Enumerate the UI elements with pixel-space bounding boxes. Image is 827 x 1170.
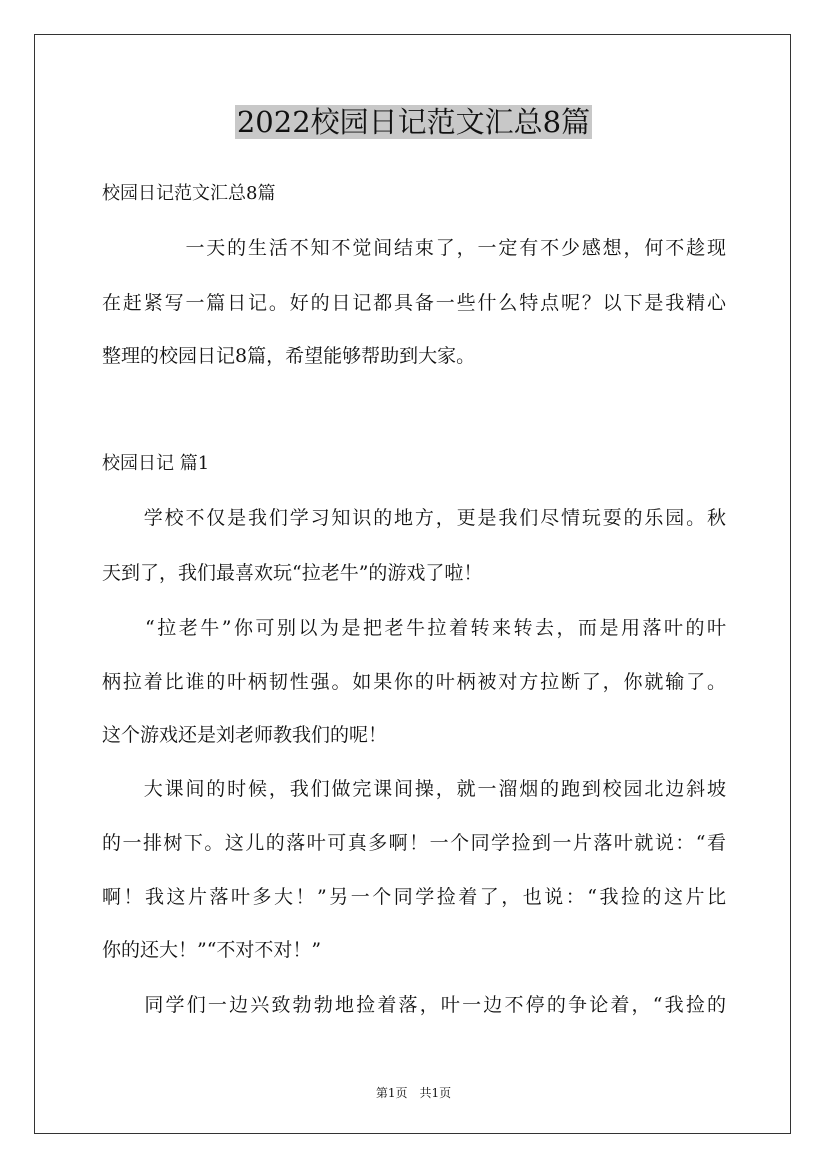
intro-line: 在赶紧写一篇日记。好的日记都具备一些什么特点呢？以下是我精心 bbox=[102, 292, 726, 314]
paragraph-line: 你的还大！”“不对不对！” bbox=[102, 939, 322, 961]
paragraph-line: “拉老牛”你可别以为是把老牛拉着转来转去，而是用落叶的叶 bbox=[102, 617, 726, 639]
document-title bbox=[0, 100, 827, 144]
paragraph-line: 啊！我这片落叶多大！”另一个同学捡着了，也说：“我捡的这片比 bbox=[102, 886, 726, 908]
document-subtitle: 校园日记范文汇总8篇 bbox=[102, 183, 276, 204]
paragraph-line: 这个游戏还是刘老师教我们的呢！ bbox=[102, 724, 388, 746]
document-title-text: 2022校园日记范文汇总8篇 bbox=[236, 105, 591, 139]
page-footer: 第1页 共1页 bbox=[375, 1086, 452, 1100]
intro-line: 一天的生活不知不觉间结束了，一定有不少感想，何不趁现 bbox=[102, 237, 726, 259]
paragraph-line: 学校不仅是我们学习知识的地方，更是我们尽情玩耍的乐园。秋 bbox=[102, 507, 726, 529]
paragraph-line: 大课间的时候，我们做完课间操，就一溜烟的跑到校园北边斜坡 bbox=[102, 778, 726, 800]
paragraph-line: 同学们一边兴致勃勃地捡着落，叶一边不停的争论着，“我捡的 bbox=[102, 994, 726, 1016]
paragraph-line: 的一排树下。这儿的落叶可真多啊！一个同学捡到一片落叶就说：“看 bbox=[102, 832, 726, 854]
section-heading: 校园日记 篇1 bbox=[102, 453, 210, 474]
paragraph-line: 天到了，我们最喜欢玩“拉老牛”的游戏了啦！ bbox=[102, 562, 483, 584]
intro-line: 整理的校园日记8篇，希望能够帮助到大家。 bbox=[102, 345, 476, 367]
paragraph-line: 柄拉着比谁的叶柄韧性强。如果你的叶柄被对方拉断了，你就输了。 bbox=[102, 671, 726, 693]
